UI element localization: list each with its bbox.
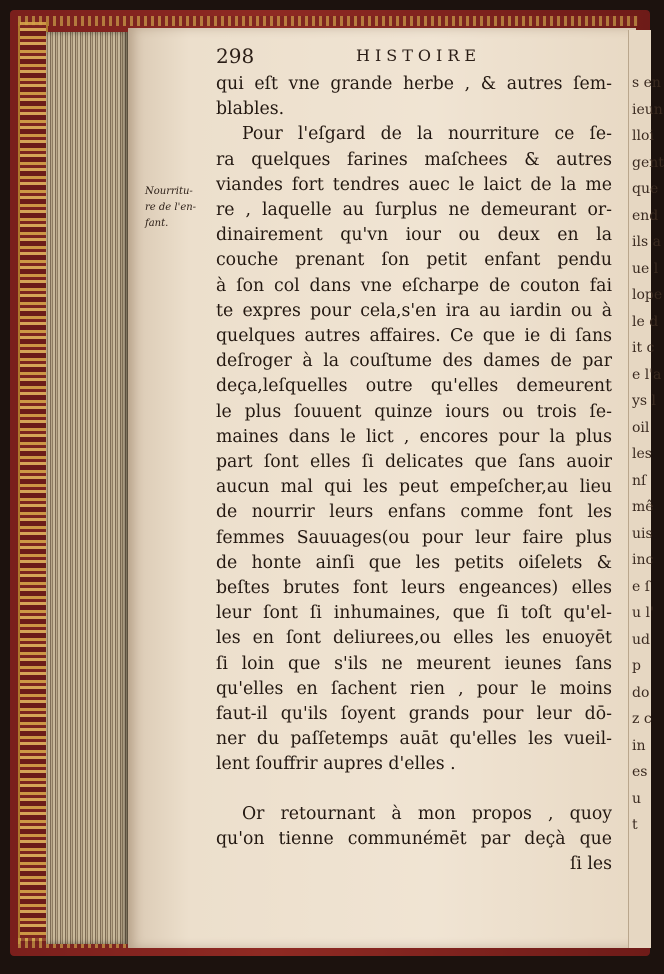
facing-page-fragment: oil [632, 419, 650, 436]
facing-page-edge [628, 30, 664, 948]
facing-page-fragment: ieun [632, 101, 663, 118]
text-line: de honte ainſi que les petits oiſelets & [216, 552, 612, 573]
facing-page-fragment: que [632, 181, 659, 197]
text-line: qu'elles en ſachent rien , pour le moins [216, 678, 612, 699]
text-line: aucun mal qui les peut empeſcher,au lieu [216, 477, 612, 498]
text-line: maines dans le lict , encores pour la plus [216, 426, 612, 447]
facing-page-fragment: es [632, 764, 648, 780]
facing-page-fragment: mê [632, 499, 654, 515]
running-title: HISTOIRE [356, 46, 482, 65]
text-line: ſi loin que s'ils ne meurent ieunes ſans [216, 653, 612, 674]
text-line: blables. [216, 99, 285, 120]
text-line: viandes fort tendres auec le laict de la me [216, 174, 612, 195]
catchword: ſi les [569, 854, 612, 875]
text-line: te expres pour cela,s'en ira au iardin ou à [216, 300, 612, 321]
text-line: deſroger à la couſtume des dames de par [216, 351, 612, 372]
page-header [216, 44, 606, 68]
text-line: part ſont elles ſi delicates que ſans auoir [216, 452, 612, 473]
body-text [216, 72, 612, 877]
facing-page-fragment: u [632, 790, 642, 807]
facing-page-fragment: ue l [632, 260, 659, 277]
page-block-edges [46, 32, 128, 944]
facing-page-fragment: gent [632, 154, 664, 171]
margin-note-line: Nourritu- [145, 186, 193, 197]
facing-page-fragment: it c [632, 340, 655, 356]
text-line: qu'on tienne communémēt par deçà que [216, 828, 612, 849]
facing-page-fragment: t [632, 817, 638, 833]
text-line: lent ſouffrir aupres d'elles . [216, 754, 456, 775]
facing-page-fragment: lope [632, 287, 663, 303]
text-line: Or retournant à mon propos , quoy [242, 803, 612, 824]
text-line: ner du paſſetemps auāt qu'elles les vueil- [216, 729, 612, 750]
text-line: dinairement qu'vn iour ou deux en la [216, 225, 612, 246]
margin-note [145, 184, 211, 232]
text-line: faut-il qu'ils ſoyent grands pour leur dō- [216, 704, 612, 725]
facing-page-fragment: le d [632, 313, 659, 330]
facing-page-fragment: end [632, 207, 659, 224]
text-line: le plus ſouuent quinze iours ou trois ſe- [216, 401, 612, 422]
page-number: 298 [216, 44, 255, 68]
margin-note-line: fant. [145, 218, 169, 229]
gilt-border-left [18, 22, 48, 944]
facing-page-fragment: s en [632, 75, 661, 91]
gilt-border-top [18, 16, 638, 26]
facing-page-fragment: ud [632, 631, 650, 648]
text-line: deça,leſquelles outre qu'elles demeurent [216, 376, 612, 397]
text-line: qui eſt vne grande herbe , & autres ſem- [216, 74, 612, 94]
text-line: re , laquelle au ſurplus ne demeurant or- [216, 200, 612, 221]
facing-page-fragment: p [632, 658, 641, 674]
text-line: couche prenant ſon petit enfant pendu [216, 250, 612, 271]
text-line: de nourrir leurs enfans comme font les [216, 502, 612, 523]
facing-page-fragment: e l'a [632, 366, 662, 383]
facing-page-fragment: ils a [632, 234, 661, 250]
facing-page-fragment: e ſ [632, 578, 650, 595]
facing-page-fragment: z c [632, 711, 652, 727]
paragraph-gap [216, 778, 612, 802]
facing-page-fragment: nſ [632, 472, 647, 489]
facing-page-fragment: lloi [632, 128, 654, 144]
text-line: ra quelques farines maſchees & autres [216, 149, 612, 170]
facing-page-fragment: u l' [632, 605, 654, 621]
text-line: à ſon col dans vne eſcharpe de couton fai [216, 275, 612, 296]
text-line: Pour l'eſgard de la nourriture ce ſe- [242, 124, 612, 145]
text-line: femmes Sauuages(ou pour leur faire plus [216, 527, 612, 548]
facing-page-fragment: in [632, 737, 646, 754]
facing-page-fragment: uis [632, 525, 653, 542]
facing-page-fragment: do [632, 684, 650, 701]
text-line: beſtes brutes font leurs engeances) elles [216, 578, 612, 599]
margin-note-line: re de l'en- [145, 202, 197, 213]
facing-page-fragment: inc [632, 552, 654, 568]
text-line: les en ſont deliurees,ou elles les enuoyēt [216, 628, 612, 649]
text-line: quelques autres affaires. Ce que ie di ſans [216, 326, 612, 347]
facing-page-fragment: les [632, 446, 652, 462]
facing-page-fragment: ys l [632, 393, 657, 409]
text-line: leur ſont ſi inhumaines, que ſi toſt qu'el- [216, 603, 612, 624]
